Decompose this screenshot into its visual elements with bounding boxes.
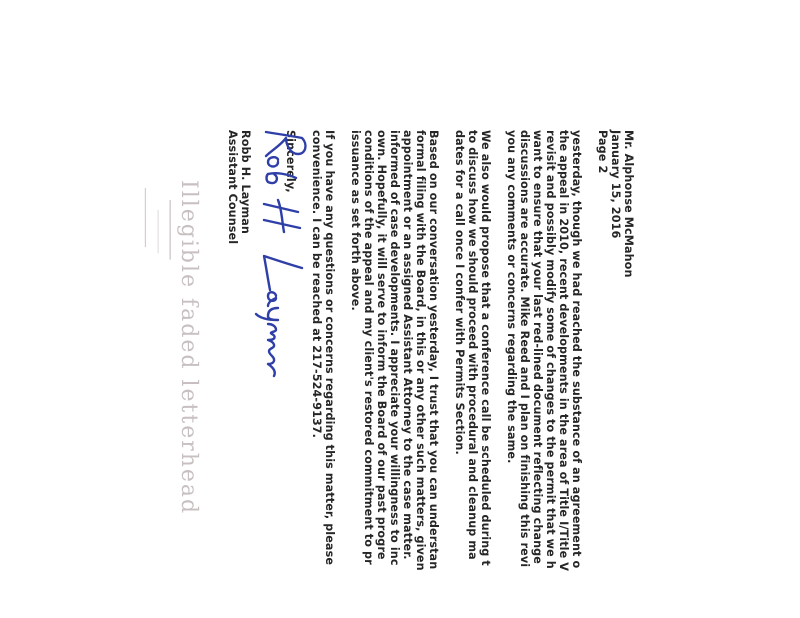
handwritten-signature <box>254 120 312 390</box>
paragraph-line: If you have any questions or concerns regarding this matter, please <box>323 130 336 566</box>
paragraph-line: appointment or an assigned Assistant Attorney to the case matter. <box>401 130 414 560</box>
letterhead-line: ━━━━━━━━━━━━━━ <box>141 188 149 248</box>
paragraph-line: Based on our conversation yesterday, I trust that you can understan <box>427 130 440 570</box>
signer-title: Assistant Counsel <box>226 130 239 245</box>
paragraph-line: yesterday, though we had reached the substance of an agreement o <box>570 130 583 569</box>
paragraph-line: to discuss how we should proceed with procedural and cleanup ma <box>466 130 479 560</box>
paragraph-line: issuance as set forth above. <box>349 130 362 311</box>
letterhead-line: ━━━━━━━━━━━ <box>164 200 174 260</box>
paragraph-line: want to ensure that your last red-lined document reflecting change <box>531 130 544 564</box>
faded-letterhead <box>130 180 201 516</box>
paragraph-line: revisit and possibly modify some of changes to the permit that we h <box>544 130 557 569</box>
paragraph-line: We also would propose that a conference call be scheduled during t <box>479 130 492 566</box>
paragraph-line: formal filing with the Board, in this or any other such matters, given <box>414 130 427 571</box>
paragraph-line: conditions of the appeal and my client's restored commitment to pr <box>362 130 375 565</box>
letter-date: January 15, 2016 <box>609 130 622 239</box>
paragraph-line: informed of case developments. I appreciate your willingness to inc <box>388 130 401 566</box>
closing: Sincerely, <box>284 130 297 193</box>
letterhead-line: ──────── <box>152 210 162 254</box>
paragraph-line: the appeal in 2010, recent developments in the area of Title I/Title V <box>557 130 570 572</box>
letterhead-text: Illegible faded letterhead <box>176 180 201 516</box>
paragraph-line: you any comments or concerns regarding the same. <box>505 130 518 464</box>
recipient-name: Mr. Alphonse McMahon <box>622 130 635 278</box>
paragraph-line: convenience. I can be reached at 217-524-9137. <box>310 130 323 438</box>
signer-name: Robb H. Layman <box>239 130 252 234</box>
page-number: Page 2 <box>596 130 609 174</box>
paragraph-line: dates for a call once I confer with Permits Section. <box>453 130 466 455</box>
paragraph-line: discussions are accurate. Mike Reed and I plan on finishing this revi <box>518 130 531 568</box>
paragraph-line: own. Hopefully, it will serve to inform the Board of our past progre <box>375 130 388 560</box>
